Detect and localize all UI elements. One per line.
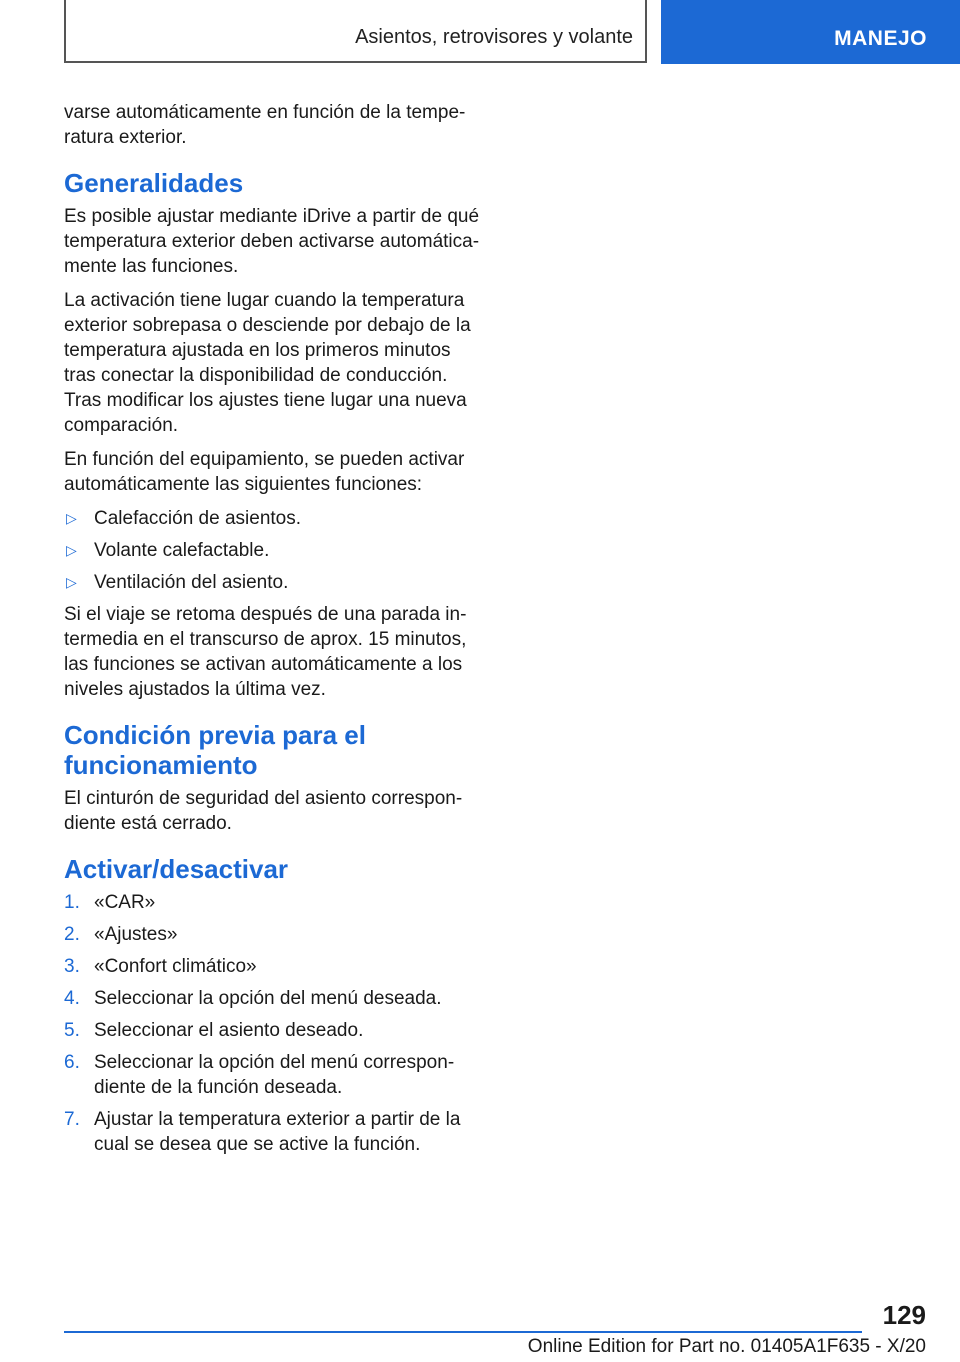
step-text: «Ajustes» — [94, 924, 178, 945]
page-number: 129 — [882, 1300, 926, 1330]
section-tab[interactable] — [661, 0, 960, 64]
intro-paragraph: varse automáticamente en función de la tempe-ratura exterior. — [64, 102, 466, 148]
list-item — [64, 506, 484, 531]
footer-divider — [64, 1331, 862, 1333]
generalidades-paragraph-2: La activación tiene lugar cuando la temperatura exterior sobrepasa o desciende por debajo de la temperatura ajustada en los primeros minutos tras conectar la disponibilidad de conducción. Tras modificar los ajustes tiene lugar una nueva comparación. — [64, 290, 471, 436]
chapter-title: Asientos, retrovisores y volante — [355, 26, 633, 48]
step-number: 1. — [64, 892, 80, 913]
section-tab-label: MANEJO — [834, 27, 927, 50]
step-text: «CAR» — [94, 892, 156, 913]
step-number: 4. — [64, 988, 80, 1009]
step-item — [64, 1018, 484, 1043]
step-number: 3. — [64, 956, 80, 977]
list-item-text: Ventilación del asiento. — [94, 572, 289, 593]
step-number: 6. — [64, 1052, 80, 1073]
main-content — [64, 100, 484, 1164]
step-item — [64, 954, 484, 979]
condicion-paragraph: El cinturón de seguridad del asiento correspon-diente está cerrado. — [64, 788, 463, 834]
list-item-text: Calefacción de asientos. — [94, 508, 302, 529]
step-item — [64, 922, 484, 947]
header-frame — [64, 0, 647, 63]
list-item-text: Volante calefactable. — [94, 540, 270, 561]
edition-footer: Online Edition for Part no. 01405A1F635 - X/20 — [527, 1336, 926, 1357]
triangle-bullet-icon: ▷ — [66, 542, 77, 558]
step-text: Seleccionar el asiento deseado. — [94, 1020, 364, 1041]
step-number: 5. — [64, 1020, 80, 1041]
step-text: Seleccionar la opción del menú correspon-diente de la función deseada. — [94, 1052, 455, 1098]
list-item — [64, 570, 484, 595]
heading-activar-desactivar: Activar/desactivar — [64, 854, 289, 884]
step-text: «Confort climático» — [94, 956, 257, 977]
step-number: 7. — [64, 1109, 80, 1130]
triangle-bullet-icon: ▷ — [66, 510, 77, 526]
step-item — [64, 1050, 484, 1100]
step-text: Ajustar la temperatura exterior a partir de la cual se desea que se active la función. — [94, 1109, 461, 1155]
step-number: 2. — [64, 924, 80, 945]
step-item — [64, 1107, 484, 1157]
heading-condicion-previa: Condición previa para el funcionamiento — [64, 720, 366, 780]
list-item — [64, 538, 484, 563]
generalidades-paragraph-3: En función del equipamiento, se pueden activar automáticamente las siguientes funciones: — [64, 449, 465, 495]
steps-list — [64, 890, 484, 1157]
step-item — [64, 986, 484, 1011]
heading-generalidades: Generalidades — [64, 168, 244, 198]
function-list — [64, 506, 484, 595]
step-item — [64, 890, 484, 915]
generalidades-paragraph-4: Si el viaje se retoma después de una parada in-termedia en el transcurso de aprox. 15 minutos, las funciones se activan automáticamente a los niveles ajustados la última vez. — [64, 604, 467, 700]
triangle-bullet-icon: ▷ — [66, 574, 77, 590]
generalidades-paragraph-1: Es posible ajustar mediante iDrive a partir de qué temperatura exterior deben activarse automática-mente las funciones. — [64, 206, 480, 277]
step-text: Seleccionar la opción del menú deseada. — [94, 988, 442, 1009]
